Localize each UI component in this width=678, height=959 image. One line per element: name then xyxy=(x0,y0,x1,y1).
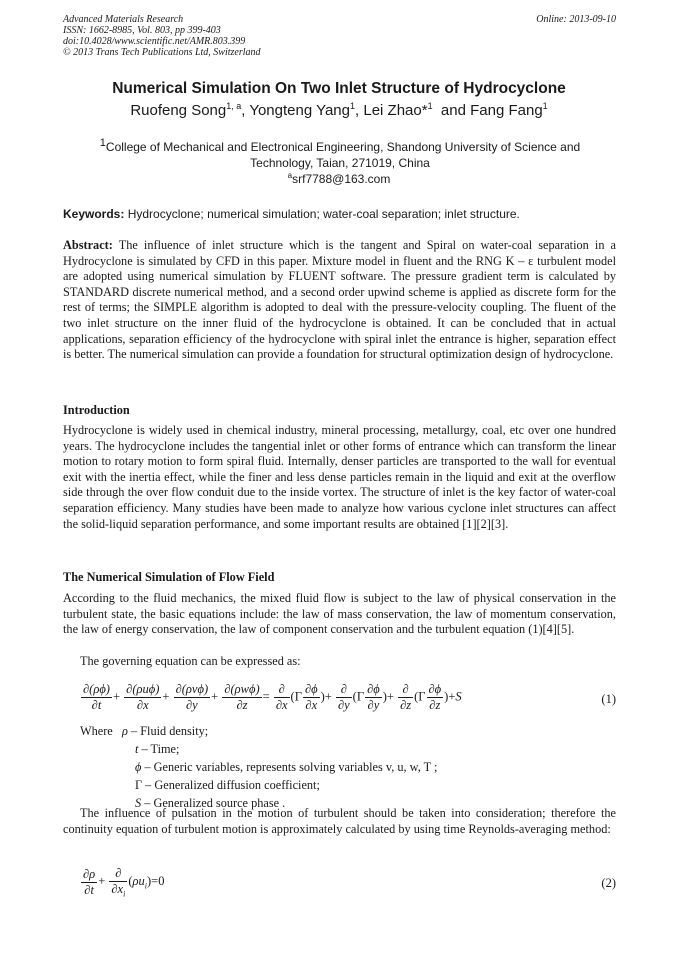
definition-t xyxy=(135,742,179,757)
affil-mark: 1 xyxy=(99,137,106,149)
pulsation-line: Reynolds-averaging method: xyxy=(468,821,611,836)
abstract-line: simulation can provide a foundation for structural optimization design of hydrocyclone. xyxy=(181,347,614,362)
abstract-line: gradient term is calculated by STANDARD discrete numerical method, and a second order upwind xyxy=(63,269,616,299)
author-name: Fang Fang xyxy=(470,102,543,119)
def-symbol: ϕ xyxy=(135,760,142,774)
def-text: – Generic variables, represents solving variables v, u, w, T ; xyxy=(141,760,438,774)
intro-line: Hydrocyclone is widely used in chemical industry, mineral processing, metallurgy, coal, etc over xyxy=(63,423,550,437)
def-text: – Generalized diffusion coefficient; xyxy=(142,778,320,792)
email-mark: a xyxy=(287,171,293,180)
journal-header xyxy=(63,14,616,58)
definition-phi xyxy=(135,760,437,775)
author-sup: 1 xyxy=(542,101,548,111)
eq2-term: $\frac{\partial}{\partial x_i}$ xyxy=(111,866,126,899)
abstract-label: Abstract: xyxy=(63,238,113,252)
introduction-body xyxy=(63,423,616,532)
copyright-line: © 2013 Trans Tech Publications Ltd, Switzerland xyxy=(63,47,261,58)
intro-line: studies have been made to analyze how various cyclone inlet structures can affect the solid-liquid xyxy=(63,500,617,531)
author-list: Ruofeng Song$^{1, a}$, Yongteng Yang$^1$, Lei Zhao*$^1$ and Fang Fang$^1$ xyxy=(130,101,548,119)
def-symbol: Γ xyxy=(135,778,143,792)
keywords-text: Hydrocyclone; numerical simulation; water-coal separation; inlet structure. xyxy=(127,207,520,221)
abstract-line: with the pressure-velocity coupling. The fluent of the two inlet structure on the inner fluid of the xyxy=(63,300,616,330)
eq1-term: $\frac{\partial}{\partial x}$ xyxy=(275,682,288,712)
author-name: Yongteng Yang xyxy=(249,102,350,119)
intro-line: inside vortex. The structure of inlet is the key factor of water-coal separation efficiency. Many xyxy=(63,485,616,515)
abstract-line: turbulent model are adopted using numerical simulation by FLUENT software. The pressure xyxy=(63,253,616,284)
def-text: – Generalized source phase . xyxy=(141,796,286,810)
where-label: Where xyxy=(80,724,113,738)
pulsation-line: The influence of pulsation in the motion of turbulent should be taken into consideration; xyxy=(80,806,546,820)
intro-line: one hundred years. The hydrocyclone includes the tangential inlet or other forms of entrance which xyxy=(63,423,617,453)
eq1-term: $\frac{\partial}{\partial z}$ xyxy=(400,682,412,712)
doi-line: doi:10.4028/www.scientific.net/AMR.803.399 xyxy=(63,36,246,47)
journal-name: Advanced Materials Research xyxy=(63,14,184,25)
pulsation-paragraph xyxy=(63,806,616,837)
equation-1: $\frac{\partial(\rho\phi)}{\partial t}$ + $\frac{\text{∂(ρuϕ)}}{\partial x}$ + $\frac{\text{∂(ρvϕ)}}{\partial y}$ + $\frac{\text{∂(ρwϕ)}}{\partial z}$ = $\frac{\partial}{\partial x}$ (Γ $\frac{\partial\phi}{\partial x}$ )+ $\frac{\partial}{\partial y}$ (Γ $\frac{\partial\phi}{\partial y}$ )+ $\frac{\partial}{\partial z}$ (Γ $\frac{\partial\phi}{\partial z}$ )+S (1) xyxy=(83,682,616,712)
simulation-heading: The Numerical Simulation of Flow Field xyxy=(63,570,275,584)
email-address: srf7788@163.com xyxy=(292,172,391,186)
eq1-term: $\frac{\partial(\rho\phi)}{\partial t}$ xyxy=(83,682,110,712)
definition-gamma xyxy=(135,778,320,793)
equation-2-number: (2) xyxy=(601,876,616,890)
paper-title: Numerical Simulation On Two Inlet Structure of Hydrocyclone xyxy=(112,80,566,97)
email-line xyxy=(0,171,678,186)
sim-line: and the turbulent equation (1)[4][5]. xyxy=(396,622,575,637)
author-name: Lei Zhao* xyxy=(363,102,428,119)
online-date: Online: 2013-09-10 xyxy=(536,14,616,25)
abstract-line: the hydrocyclone with spiral inlet the entrance is higher, separation effect is better. The numerical xyxy=(63,331,617,362)
governing-intro: The governing equation can be expressed as: xyxy=(80,654,301,668)
abstract xyxy=(63,238,616,363)
affiliation xyxy=(70,135,610,171)
affil-line-1: College of Mechanical and Electronical Engineering, Shandong University of Science and xyxy=(105,140,581,154)
eq1-term: $\frac{\text{∂(ρvϕ)}}{\partial y}$ xyxy=(175,682,209,712)
sim-line: law of momentum conservation, the law of energy conservation, the law of component conservation xyxy=(63,606,617,637)
introduction-heading: Introduction xyxy=(63,403,130,417)
sim-line: According to the fluid mechanics, the mixed fluid flow is subject to the law of physical xyxy=(63,591,515,605)
eq1-term: $\frac{\partial}{\partial y}$ xyxy=(337,682,350,712)
abstract-line: in a Hydrocyclone is simulated by CFD in this paper. Mixture model in fluent and the RNG K – ε xyxy=(63,238,617,268)
simulation-body xyxy=(63,591,616,638)
def-text: – Time; xyxy=(138,742,180,756)
def-symbol: ρ xyxy=(122,724,128,738)
intro-line: transported to the wall for eventual exit with the inertia effect, while the finer and less dense xyxy=(63,454,616,484)
intro-line: particles remain in the liquid and exit at the overflow side through the over flow conduit due to the xyxy=(63,469,616,500)
keywords-label: Keywords: xyxy=(63,207,125,221)
abstract-line: hydrocyclone is obtained. It can be concluded that in actual applications, separation efficiency of xyxy=(63,315,616,346)
eq2-term: $\frac{\partial\rho}{\partial t}$ xyxy=(83,866,96,897)
def-text: – Fluid density; xyxy=(127,724,209,738)
abstract-line: The influence of inlet structure which is the tangent and Spiral on water-coal separation xyxy=(118,238,589,252)
author-sup: 1, a xyxy=(226,101,242,111)
pulsation-line: therefore the continuity equation of turbulent motion is approximately calculated by using time xyxy=(63,806,616,836)
affil-line-2: Technology, Taian, 271019, China xyxy=(250,156,430,170)
definition-rho xyxy=(122,724,208,739)
equation-2: $\frac{\partial\rho}{\partial t}$ + $\frac{\partial}{\partial x_i}$ $(\rho u_i)=0$ (2) xyxy=(83,866,616,899)
intro-line: can transform the linear motion to rotary motion to form spiral fluid. Internally, denser particles are xyxy=(63,438,617,469)
sim-line: conservation in the turbulent state, the basic equations include: the law of mass conservation, the xyxy=(63,591,617,621)
author-sup: 1 xyxy=(350,101,356,111)
def-symbol: t xyxy=(135,742,139,756)
issn-line: ISSN: 1662-8985, Vol. 803, pp 399-403 xyxy=(63,25,221,36)
intro-line: separation performance, and some important results are obtained [1][2][3]. xyxy=(140,516,509,531)
eq1-term: $\frac{\text{∂(ρuϕ)}}{\partial x}$ xyxy=(126,682,160,712)
keywords-line xyxy=(63,207,616,221)
author-name: Ruofeng Song xyxy=(130,102,227,119)
def-symbol: S xyxy=(135,796,142,810)
abstract-line: scheme is applied as discrete form for the rest of terms; the SIMPLE algorithm is adopted to deal xyxy=(63,284,616,315)
eq1-term: $\frac{\text{∂(ρwϕ)}}{\partial z}$ xyxy=(224,682,260,712)
equation-1-number: (1) xyxy=(601,692,616,706)
author-sup: 1 xyxy=(427,101,433,111)
